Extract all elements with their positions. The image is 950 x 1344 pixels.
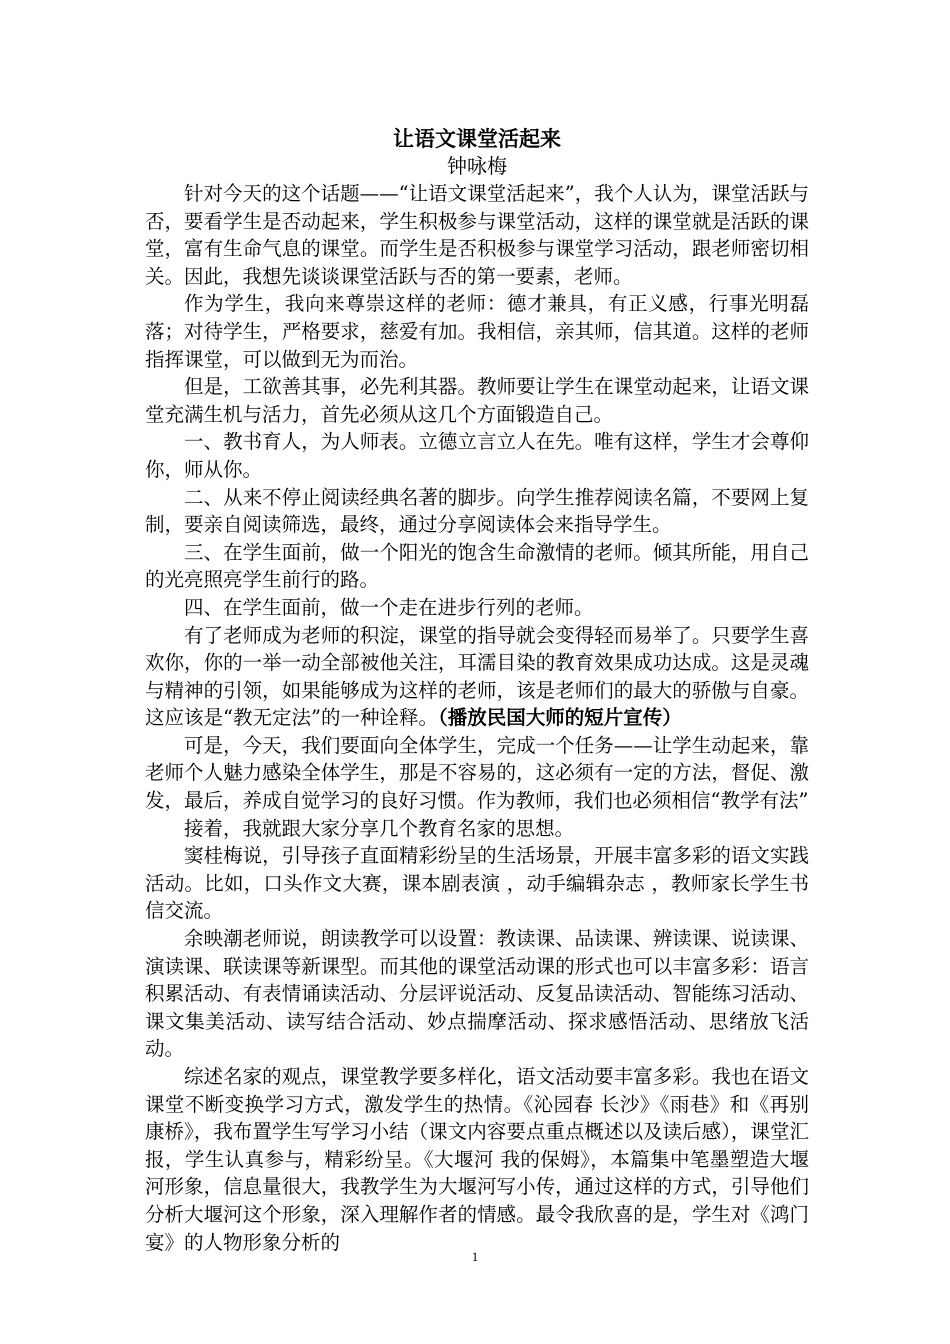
paragraph-8: [145, 622, 809, 732]
paragraph-9: 可是，今天，我们要面向全体学生，完成一个任务——让学生动起来，靠老师个人魅力感染全体学生，那是不容易的，这必须有一定的方法，督促、激发，最后，养成自觉学习的良好习惯。作为教师，我们也必须相信“教学有法”: [145, 733, 809, 813]
paragraph-7: 四、在学生面前，做一个走在进步行列的老师。: [184, 595, 594, 619]
paragraph-13: 综述名家的观点，课堂教学要多样化，语文活动要丰富多彩。我也在语文课堂不断变换学习方式，激发学生的热情。《沁园春 长沙》《雨巷》和《再别康桥》，我布置学生写学习小结（课文内容要点重点概述以及读后感），课堂汇报，学生认真参与，精彩纷呈。《大堰河 我的保姆》，本篇集中笔墨塑造大堰河形象，信息量很大，我教学生为大堰河写小传，通过这样的方式，引导他们分析大堰河这个形象，深入理解作者的情感。最令我欣喜的是，学生对《鸿门宴》的人物形象分析的: [145, 1065, 809, 1254]
paragraph-2: 作为学生，我向来尊崇这样的老师：德才兼具，有正义感，行事光明磊落；对待学生，严格要求，慈爱有加。我相信，亲其师，信其道。这样的老师指挥课堂，可以做到无为而治。: [145, 292, 809, 371]
paragraph-5: 二、从来不停止阅读经典名著的脚步。向学生推荐阅读名篇，不要网上复制，要亲自阅读筛选，最终，通过分享阅读体会来指导学生。: [145, 485, 809, 537]
paragraph-8-text: 有了老师成为老师的积淀，课堂的指导就会变得轻而易举了。只要学生喜欢你，你的一举一动全部被他关注，耳濡目染的教育效果成功达成。这是灵魂与精神的引领，如果能够成为这样的老师，该是老师们的最大的骄傲与自豪。这应该是“教无定法”的一种诠释。: [145, 623, 809, 730]
paragraph-6: 三、在学生面前，做一个阳光的饱含生命激情的老师。倾其所能，用自己的光亮照亮学生前行的路。: [145, 540, 809, 592]
document-title: 让语文课堂活起来: [393, 126, 561, 151]
paragraph-11: 窦桂梅说，引导孩子直面精彩纷呈的生活场景，开展丰富多彩的语文实践活动。比如，口头作文大赛，课本剧表演 ，动手编辑杂志 ，教师家长学生书信交流。: [145, 844, 809, 923]
paragraph-10: 接着，我就跟大家分享几个教育名家的思想。: [184, 816, 575, 840]
document-author: 钟咏梅: [447, 154, 507, 178]
bold-note: （播放民国大师的短片宣传）: [437, 706, 682, 730]
paragraph-4: 一、教书育人，为人师表。立德立言立人在先。唯有这样，学生才会尊仰你，师从你。: [145, 430, 809, 481]
paragraph-1: 针对今天的这个话题——“让语文课堂活起来”，我个人认为，课堂活跃与否，要看学生是否动起来，学生积极参与课堂活动，这样的课堂就是活跃的课堂，富有生命气息的课堂。而学生是否积极参与课堂学习活动，跟老师密切相关。因此，我想先谈谈课堂活跃与否的第一要素，老师。: [145, 182, 809, 288]
document-body: [145, 125, 809, 1256]
page-number: 1: [471, 1249, 479, 1264]
paragraph-12: 余映潮老师说，朗读教学可以设置：教读课、品读课、辨读课、说读课、演读课、联读课等新课型。而其他的课堂活动课的形式也可以丰富多彩：语言积累活动、有表情诵读活动、分层评说活动、反复品读活动、智能练习活动、课文集美活动、读写结合活动、妙点揣摩活动、探求感悟活动、思绪放飞活动。: [145, 927, 809, 1061]
paragraph-3: 但是，工欲善其事，必先利其器。教师要让学生在课堂动起来，让语文课堂充满生机与活力，首先必须从这几个方面锻造自己。: [145, 375, 809, 426]
